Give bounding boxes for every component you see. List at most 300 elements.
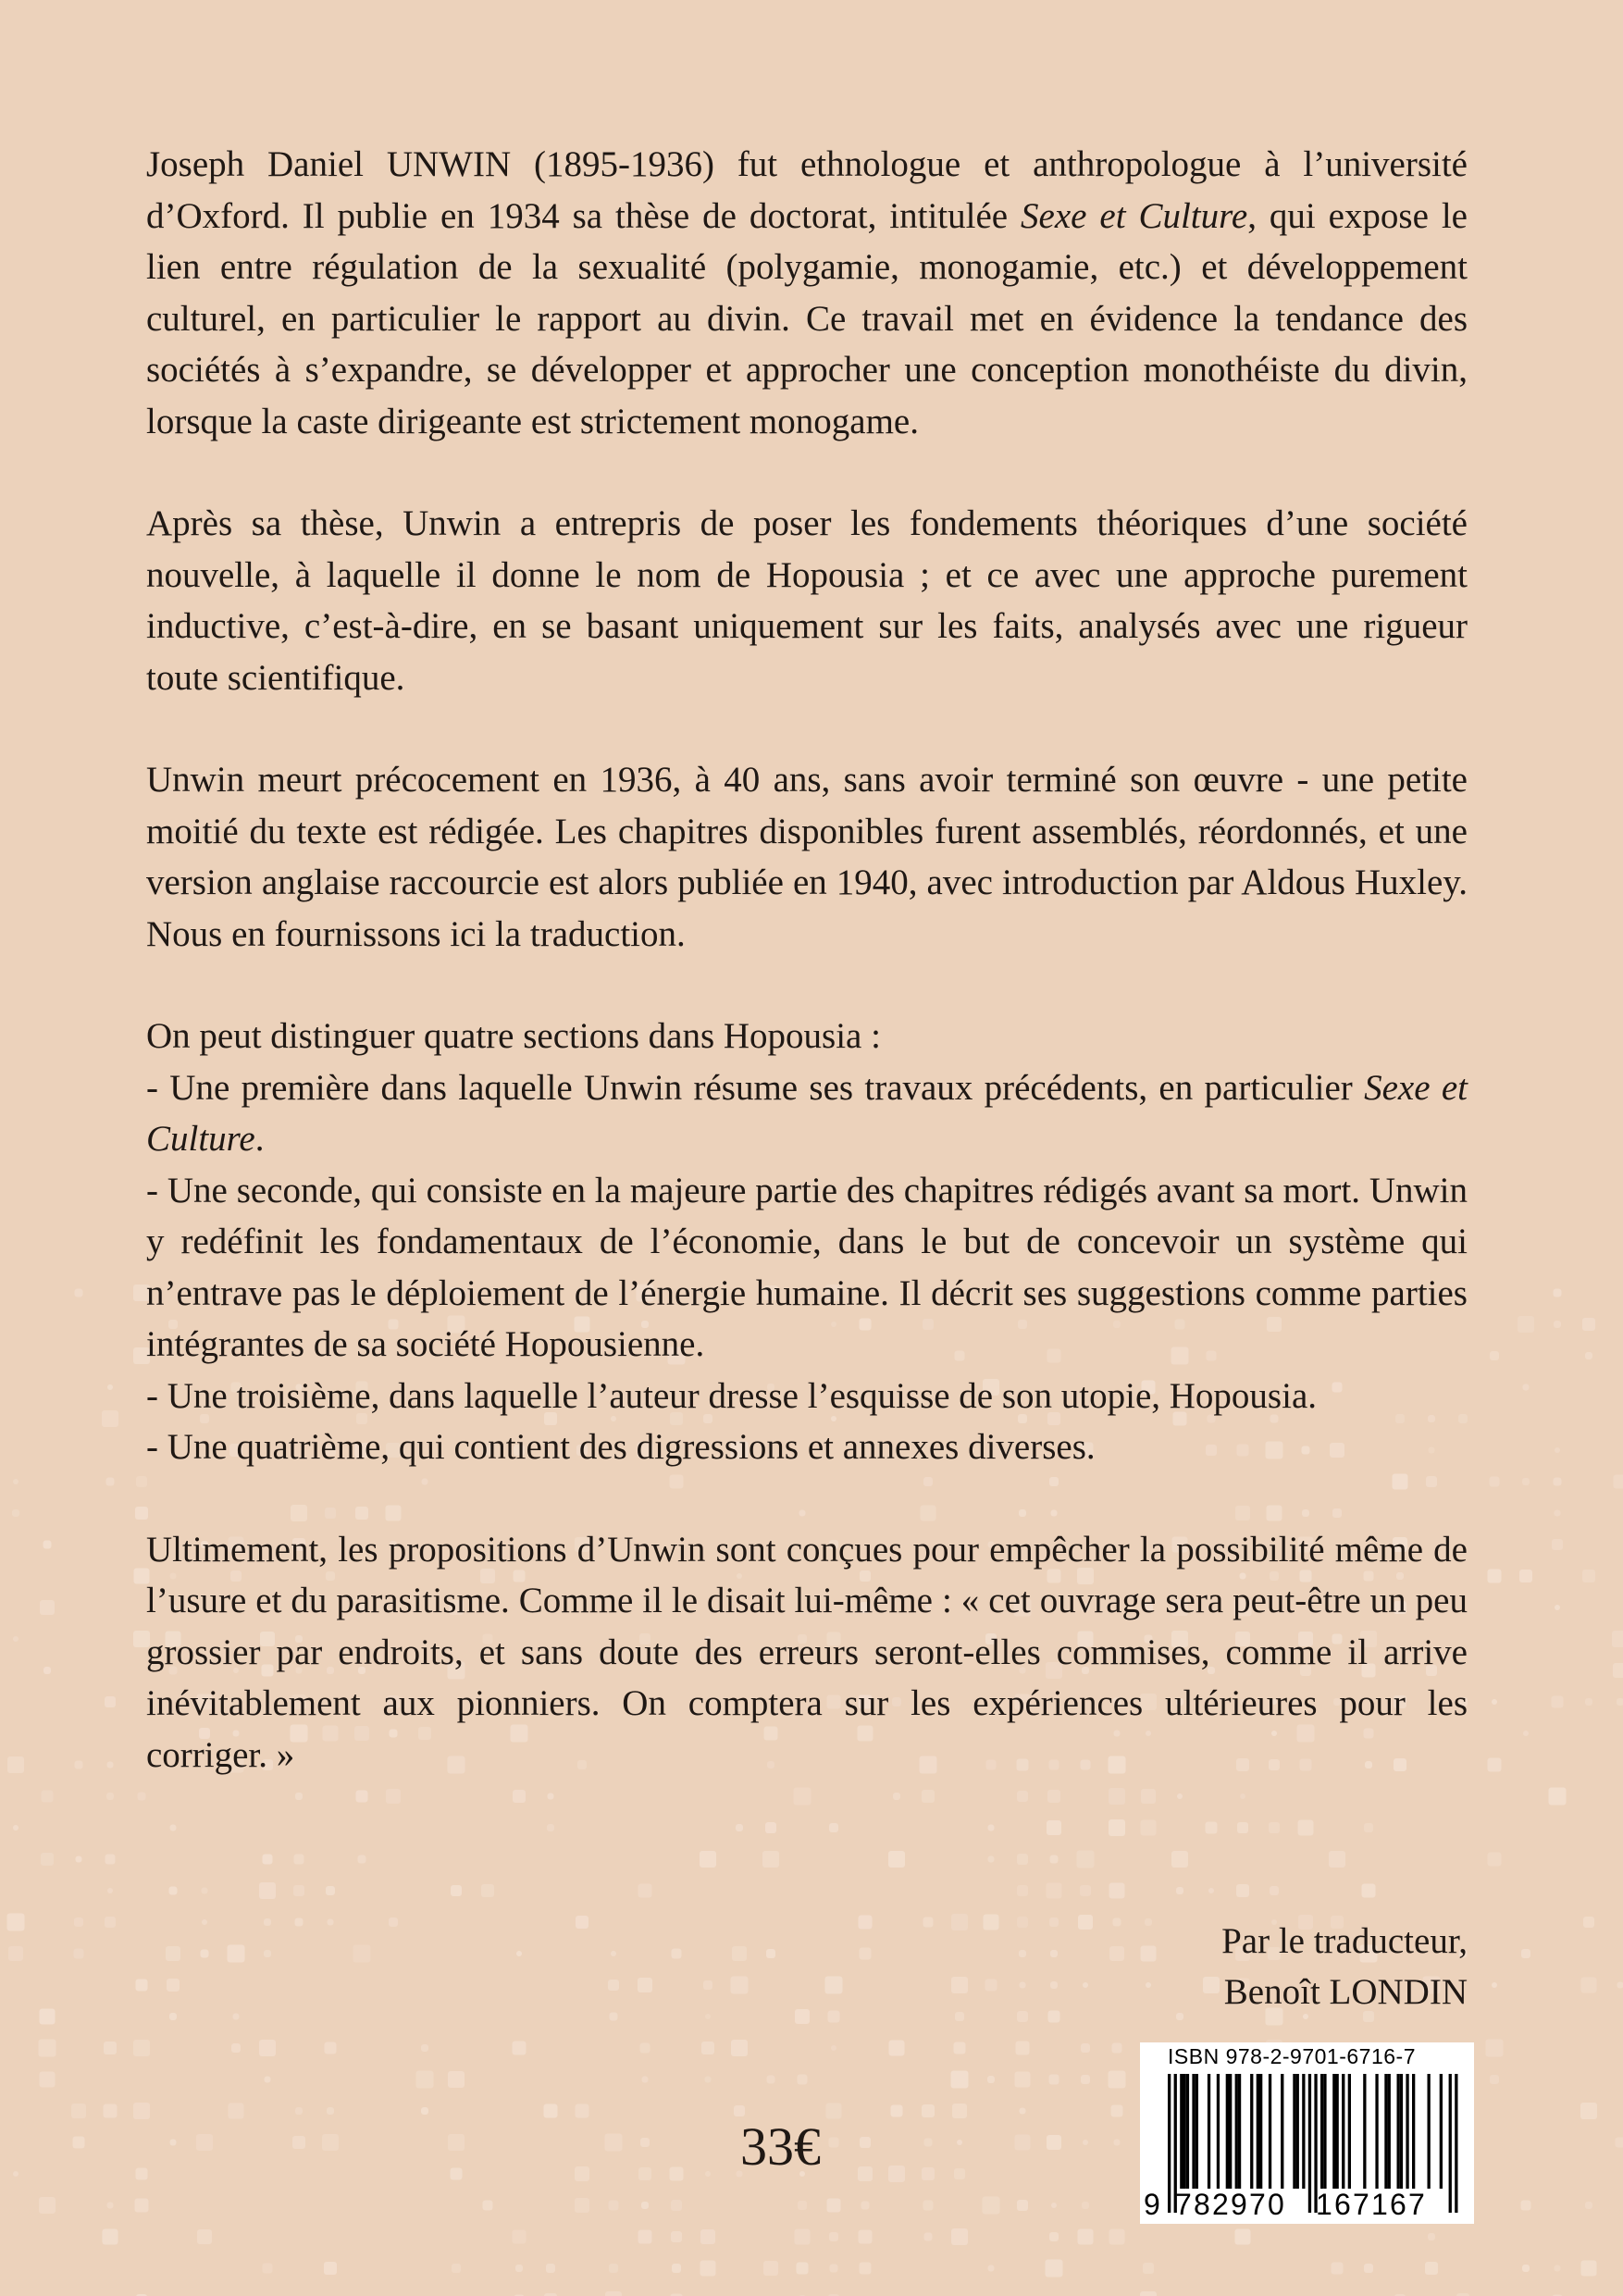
barcode-bar	[1323, 2074, 1326, 2189]
background-dot	[107, 1762, 114, 1769]
background-dot	[1581, 2261, 1597, 2277]
background-dot	[638, 1978, 652, 1992]
section-item-2: - Une seconde, qui consiste en la majeure partie des chapitres rédigés avant sa mort. Unwin y redéfinit les fondamentaux de l’économie, dans le but de concevoir un système qui n’entrave pas le déploiement de l’énergie humaine. Il décrit ses suggestions comme parties intégrantes de sa société Hopousienne.	[146, 1170, 1468, 1364]
background-dot	[1552, 1539, 1563, 1550]
background-dot	[1081, 2075, 1090, 2084]
background-dot	[1080, 1885, 1091, 1896]
background-dot	[138, 1793, 146, 1801]
background-dot	[1585, 1698, 1592, 1706]
background-dot	[104, 2104, 118, 2118]
background-dot	[1140, 2291, 1157, 2296]
background-dot	[954, 2042, 966, 2054]
section-item-3: - Une troisième, dans laquelle l’auteur dresse l’esquisse de son utopie, Hopousia.	[146, 1375, 1318, 1416]
background-dot	[1585, 1352, 1592, 1359]
background-dot	[105, 1917, 116, 1928]
background-dot	[104, 2042, 117, 2054]
background-dot	[891, 2105, 903, 2117]
background-dot	[1046, 2260, 1063, 2277]
background-dot	[1017, 2200, 1028, 2211]
background-dot	[1078, 2229, 1094, 2245]
background-dot	[1329, 1851, 1345, 1868]
barcode-bar	[1186, 2074, 1189, 2189]
background-dot	[1585, 2202, 1592, 2209]
section-item-1-title: Sexe et Culture	[146, 1067, 1468, 1159]
barcode-guard-bar	[1449, 2074, 1452, 2213]
background-dot	[1113, 1918, 1121, 1927]
background-dot	[1051, 2203, 1057, 2208]
background-dot	[611, 1951, 616, 1956]
background-dot	[1171, 1851, 1188, 1868]
barcode-guard-bar	[1455, 2074, 1457, 2213]
background-dot	[1488, 1758, 1502, 1772]
background-dot	[233, 2014, 240, 2020]
background-dot	[1141, 1946, 1157, 1962]
background-dot	[859, 2230, 873, 2244]
background-dot	[169, 1887, 178, 1895]
background-dot	[229, 2104, 244, 2119]
background-dot	[421, 2107, 428, 2115]
background-dot	[1490, 2075, 1499, 2084]
background-dot	[326, 1886, 335, 1895]
background-dot	[609, 2264, 618, 2273]
background-dot	[763, 2261, 778, 2276]
background-dot	[827, 2199, 841, 2213]
background-dot	[951, 2071, 969, 2089]
background-dot	[1049, 1917, 1059, 1927]
background-dot	[1364, 2264, 1373, 2273]
translator-signature	[1221, 1916, 1468, 2017]
background-dot	[39, 2040, 56, 2057]
sections-intro: On peut distinguer quatre sections dans Hopousia :	[146, 1016, 881, 1056]
background-dot	[1270, 1886, 1279, 1895]
back-cover-text	[146, 139, 1468, 1831]
background-dot	[322, 2134, 339, 2151]
barcode-guard-bar	[1168, 2074, 1171, 2213]
background-dot	[671, 2231, 682, 2242]
background-dot	[295, 2107, 303, 2115]
background-dot	[294, 1855, 304, 1865]
background-dot	[825, 1977, 843, 1994]
barcode-bar	[1250, 2074, 1253, 2189]
background-dot	[610, 2013, 618, 2021]
background-dot	[1486, 2040, 1504, 2057]
background-dot	[638, 2230, 652, 2244]
background-dot	[1583, 1917, 1594, 1928]
background-dot	[575, 2198, 589, 2213]
barcode-bar	[1238, 2074, 1241, 2189]
background-dot	[984, 1915, 999, 1930]
background-dot	[700, 1851, 716, 1868]
background-dot	[1078, 1915, 1093, 1930]
barcode-bar	[1336, 2074, 1339, 2189]
background-dot	[201, 1950, 209, 1958]
background-dot	[40, 2009, 56, 2025]
background-dot	[860, 1948, 872, 1960]
barcode-bar	[1208, 2074, 1210, 2189]
ean-right-group: 167167	[1316, 2188, 1427, 2221]
section-item-1-text: - Une première dans laquelle Unwin résume ses travaux précédents, en particulier	[146, 1067, 1365, 1108]
background-dot	[922, 2104, 935, 2117]
background-dot	[327, 2107, 334, 2115]
background-dot	[1492, 1699, 1497, 1705]
background-dot	[1518, 1316, 1534, 1333]
background-dot	[1019, 1950, 1026, 1957]
background-dot	[1549, 1788, 1567, 1806]
barcode-guard-bar	[1308, 2074, 1311, 2213]
background-dot	[640, 2043, 650, 2054]
background-dot	[546, 2264, 555, 2273]
background-dot	[295, 1918, 304, 1927]
barcode-bar	[1183, 2074, 1186, 2189]
background-dot	[766, 1949, 775, 1958]
background-dot	[13, 1825, 19, 1831]
background-dot	[1050, 1981, 1058, 1989]
barcode-bar	[1332, 2074, 1335, 2189]
signature-line-1: Par le traducteur,	[1221, 1921, 1468, 1961]
background-dot	[421, 2044, 428, 2052]
ean-left-group: 782970	[1175, 2188, 1286, 2221]
barcode-bar	[1412, 2074, 1415, 2189]
biography-text-end: , qui expose le lien entre régulation de la sexualité (polygamie, monogamie, etc.) et développement culturel, en particulier le rapport au divin. Ce travail met en évidence la tendance des sociétés à s’expandre, se développer et approcher une conception monothéiste du divin, lorsque la caste dirigeante est strictement monogame.	[146, 195, 1468, 441]
background-dot	[605, 2134, 623, 2152]
background-dot	[107, 1888, 113, 1893]
background-dot	[922, 2167, 935, 2180]
background-dot	[107, 2203, 114, 2209]
background-dot	[672, 1949, 682, 1959]
background-dot	[1582, 1570, 1595, 1582]
background-dot	[40, 1600, 55, 1615]
background-dot	[924, 2139, 933, 2147]
signature-name: Benoît LONDIN	[1223, 1972, 1468, 2012]
background-dot	[861, 2202, 870, 2210]
background-dot	[451, 2168, 463, 2180]
background-dot	[136, 2168, 148, 2180]
background-dot	[860, 2263, 872, 2275]
background-dot	[798, 2201, 807, 2210]
background-dot	[700, 2261, 716, 2277]
background-dot	[13, 1636, 19, 1642]
background-dot	[1523, 1731, 1529, 1736]
barcode-bar	[1281, 2074, 1283, 2189]
background-dot	[73, 2137, 85, 2149]
background-dot	[1049, 2232, 1059, 2241]
paragraph-conclusion: Ultimement, les propositions d’Unwin sont conçues pour empêcher la possibilité même de l’usure et du parasitisme. Comme il le disait lui-même : « cet ouvrage sera peut-être un peu grossier par endroits, et sans doute des erreurs seront-elles commises, comme il arrive inévitablement aux pionniers. On comptera sur les expériences ultérieures pour les corriger. »	[146, 1529, 1468, 1775]
background-dot	[263, 2264, 273, 2274]
background-dot	[830, 2265, 838, 2273]
background-dot	[1176, 1887, 1183, 1894]
background-dot	[74, 1917, 83, 1927]
barcode-bar	[1375, 2074, 1378, 2189]
barcode-bar	[1217, 2074, 1220, 2189]
background-dot	[135, 2199, 149, 2213]
background-dot	[1017, 1885, 1028, 1896]
background-dot	[700, 2229, 715, 2244]
background-dot	[1048, 2011, 1060, 2023]
background-dot	[1555, 1447, 1560, 1453]
background-dot	[75, 1761, 83, 1769]
background-dot	[263, 1855, 273, 1865]
background-dot	[731, 2040, 748, 2056]
background-dot	[860, 2137, 871, 2148]
background-dot	[71, 2104, 86, 2118]
background-dot	[889, 2041, 905, 2056]
background-dot	[1490, 1477, 1500, 1487]
background-dot	[358, 1855, 366, 1864]
barcode-bar	[1269, 2074, 1271, 2189]
barcode-bar	[1400, 2074, 1403, 2189]
background-dot	[957, 2140, 962, 2145]
background-dot	[1617, 1982, 1623, 1989]
background-dot	[197, 2229, 212, 2244]
background-dot	[703, 1980, 712, 1990]
background-dot	[1555, 2265, 1561, 2272]
ean-first-digit: 9	[1144, 2188, 1162, 2221]
background-dot	[671, 2200, 682, 2211]
background-dot	[231, 2043, 241, 2053]
background-dot	[75, 1289, 83, 1297]
background-dot	[1428, 2233, 1435, 2240]
background-dot	[513, 2230, 527, 2244]
background-dot	[103, 2229, 118, 2245]
background-dot	[575, 2166, 589, 2181]
background-dot	[106, 1793, 114, 1800]
background-dot	[1236, 1884, 1249, 1897]
background-dot	[609, 2201, 619, 2211]
background-dot	[888, 2166, 905, 2182]
background-dot	[515, 2265, 523, 2272]
background-dot	[544, 2104, 558, 2118]
background-dot	[988, 1856, 995, 1863]
background-dot	[1109, 1883, 1125, 1899]
background-dot	[640, 2138, 650, 2147]
barcode-bar	[1196, 2074, 1198, 2189]
background-dot	[259, 2040, 276, 2056]
background-dot	[513, 2042, 527, 2055]
background-dot	[1109, 1946, 1124, 1961]
background-dot	[1203, 1977, 1220, 1993]
background-dot	[767, 2076, 775, 2084]
background-dot	[951, 1977, 968, 1993]
background-dot	[39, 2197, 56, 2214]
paragraph-hopousia-origin: Après sa thèse, Unwin a entrepris de poser les fondements théoriques d’une société nouvelle, à laquelle il donne le nom de Hopousia ; et ce avec une approche purement inductive, c’est-à-dire, en se basant uniquement sur les faits, analysés avec une rigueur toute scientifique.	[146, 503, 1468, 698]
background-dot	[1109, 2071, 1126, 2089]
biography-text-start: Joseph Daniel UNWIN (1895-1936) fut ethnologue et anthropologue à l’université d’Oxford. Il publie en 1934 sa thèse de doctorat, intitulée	[146, 144, 1468, 236]
background-dot	[1083, 1982, 1088, 1988]
background-dot	[923, 1917, 934, 1928]
background-dot	[202, 1888, 208, 1894]
background-dot	[264, 1918, 271, 1926]
background-dot	[923, 2201, 934, 2211]
background-dot	[259, 1882, 276, 1899]
background-dot	[42, 1791, 54, 1803]
background-dot	[608, 1980, 619, 1991]
background-dot	[1425, 2262, 1438, 2275]
background-dot	[202, 1919, 207, 1925]
background-dot	[1020, 2108, 1026, 2115]
background-dot	[170, 2140, 177, 2146]
background-dot	[133, 2103, 150, 2119]
background-dot	[798, 2075, 808, 2085]
background-dot	[576, 1916, 588, 1929]
background-dot	[987, 2076, 995, 2083]
barcode-bar	[1192, 2074, 1195, 2189]
background-dot	[1015, 2072, 1031, 2088]
background-dot	[102, 1410, 118, 1427]
background-dot	[353, 1945, 371, 1963]
background-dot	[1554, 1478, 1562, 1486]
background-dot	[1111, 2105, 1123, 2117]
background-dot	[166, 1946, 180, 1961]
background-dot	[797, 2263, 809, 2275]
barcode-bar	[1296, 2074, 1299, 2189]
background-dot	[1109, 2229, 1125, 2245]
background-dot	[734, 2105, 745, 2116]
background-dot	[106, 1478, 115, 1486]
barcode-bar	[1259, 2074, 1262, 2189]
background-dot	[829, 2138, 839, 2148]
background-dot	[133, 2040, 150, 2056]
barcode-bar	[1180, 2074, 1183, 2189]
background-dot	[1617, 1698, 1623, 1706]
barcode-bar	[1302, 2074, 1305, 2189]
background-dot	[1554, 1321, 1561, 1328]
barcode-bar	[1293, 2074, 1295, 2189]
isbn-text: ISBN 978-2-9701-6716-7	[1168, 2044, 1416, 2068]
background-dot	[1114, 2140, 1121, 2146]
background-dot	[1112, 2043, 1122, 2054]
background-dot	[389, 1917, 398, 1927]
background-dot	[265, 2077, 271, 2083]
background-dot	[858, 2166, 873, 2181]
background-dot	[1047, 2135, 1061, 2150]
barcode-bar	[1342, 2074, 1344, 2189]
background-dot	[705, 2077, 712, 2083]
background-dot	[1614, 1475, 1623, 1489]
background-dot	[1580, 2103, 1597, 2119]
background-dot	[1521, 2201, 1531, 2211]
background-dot	[705, 2014, 711, 2019]
background-dot	[43, 1541, 52, 1549]
background-dot	[1083, 2140, 1088, 2145]
background-dot	[167, 1979, 180, 1992]
barcode-bar	[1428, 2074, 1431, 2189]
barcode-bar	[1348, 2074, 1351, 2189]
background-dot	[1208, 1888, 1214, 1893]
background-dot	[954, 2168, 965, 2179]
background-dot	[1145, 1918, 1152, 1926]
background-dot	[1020, 1982, 1026, 1989]
background-dot	[642, 2077, 649, 2083]
background-dot	[169, 2013, 177, 2020]
background-dot	[1017, 1917, 1028, 1928]
background-dot	[1522, 1478, 1530, 1485]
background-dot	[293, 1885, 304, 1896]
barcode-bar	[1388, 2074, 1391, 2189]
background-dot	[951, 1914, 968, 1930]
background-dot	[1616, 2138, 1623, 2148]
background-dot	[12, 1509, 19, 1517]
background-dot	[1362, 1884, 1376, 1898]
barcode-bar	[1397, 2074, 1400, 2189]
background-dot	[452, 2264, 461, 2273]
background-dot	[76, 1856, 82, 1863]
background-dot	[136, 1980, 148, 1992]
background-dot	[576, 2104, 589, 2118]
background-dot	[826, 2104, 842, 2119]
background-dot	[951, 2228, 968, 2245]
background-dot	[516, 1951, 522, 1956]
background-dot	[1047, 1883, 1062, 1899]
background-dot	[292, 2136, 305, 2149]
background-dot	[1015, 2135, 1031, 2151]
background-dot	[1082, 2202, 1089, 2209]
background-dot	[1017, 2011, 1028, 2022]
background-dot	[481, 1884, 494, 1897]
background-dot	[638, 1884, 652, 1898]
background-dot	[1555, 1510, 1561, 1517]
background-dot	[1552, 1696, 1564, 1708]
background-dot	[985, 1980, 997, 1992]
background-dot	[107, 1384, 113, 1390]
section-item-1-end: .	[254, 1119, 265, 1159]
paragraph-death-and-publication: Unwin meurt précocement en 1936, à 40 ans, sans avoir terminé son œuvre - une petite moitié du texte est rédigée. Les chapitres disponibles furent assemblés, réordonnés, et une version anglaise raccourcie est alors publiée en 1940, avec introduction par Aldous Huxley. Nous en fournissons ici la traduction.	[146, 760, 1468, 954]
background-dot	[1581, 1978, 1597, 1993]
background-dot	[605, 2291, 622, 2296]
background-dot	[988, 2265, 995, 2272]
background-dot	[732, 1946, 747, 1961]
background-dot	[328, 1919, 334, 1926]
background-dot	[701, 2042, 714, 2054]
background-dot	[448, 2134, 465, 2151]
barcode-bar	[1257, 2074, 1259, 2189]
background-dot	[1613, 1663, 1623, 1678]
background-dot	[105, 1696, 116, 1707]
isbn-barcode	[1140, 2042, 1474, 2224]
background-dot	[1554, 1289, 1562, 1297]
background-dot	[105, 1855, 116, 1865]
background-dot	[1081, 2043, 1090, 2053]
background-dot	[416, 2071, 434, 2089]
background-dot	[196, 2134, 213, 2151]
background-dot	[1143, 2263, 1154, 2274]
background-dot	[829, 2232, 838, 2241]
background-dot	[705, 2171, 711, 2177]
section-item-1	[146, 1062, 1468, 1165]
background-dot	[924, 2233, 933, 2241]
background-dot	[1492, 1982, 1497, 1988]
price-label: 33€	[740, 2116, 821, 2177]
background-dot	[670, 2167, 684, 2181]
paragraph-biography	[146, 139, 1468, 447]
background-dot	[325, 2042, 337, 2054]
background-dot	[762, 1851, 779, 1868]
background-dot	[1521, 1949, 1530, 1958]
background-dot	[1016, 2042, 1030, 2055]
barcode-bar	[1226, 2074, 1229, 2189]
background-dot	[641, 2202, 649, 2209]
background-dot	[13, 2171, 19, 2177]
background-dot	[672, 2264, 681, 2273]
background-dot	[859, 1916, 873, 1930]
background-dot	[1017, 1854, 1028, 1865]
background-dot	[1612, 1631, 1623, 1647]
background-dot	[13, 1479, 19, 1484]
background-dot	[955, 2012, 964, 2021]
background-dot	[1077, 1851, 1095, 1868]
background-dot	[1523, 1384, 1530, 1391]
barcode-bar	[1320, 2074, 1323, 2189]
background-dot	[8, 1946, 23, 1961]
